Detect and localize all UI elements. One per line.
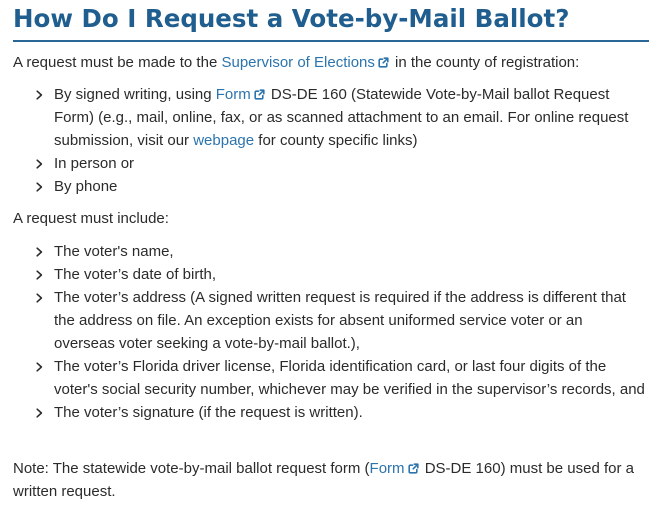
form-link-text: Form bbox=[215, 86, 251, 103]
list-item bbox=[36, 152, 646, 175]
chevron-right-icon bbox=[36, 286, 46, 309]
chevron-right-icon bbox=[36, 263, 46, 286]
note-paragraph bbox=[13, 457, 653, 503]
include-text: The voter’s address (A signed written request is required if the address is different that the address on file. An exception exists for absent uniformed service voter or an overseas voter seeking a vote-by-mail ballot.), bbox=[54, 289, 626, 352]
method-text-after: for county specific links) bbox=[254, 132, 418, 149]
external-link-icon bbox=[408, 462, 419, 473]
supervisor-of-elections-link-text: Supervisor of Elections bbox=[221, 54, 375, 71]
chevron-right-icon bbox=[36, 401, 46, 424]
chevron-right-icon bbox=[36, 83, 46, 106]
method-by-phone: By phone bbox=[54, 178, 118, 195]
external-link-icon bbox=[378, 56, 389, 67]
include-text: The voter’s Florida driver license, Florida identification card, or last four digits of the voter's social security number, whichever may be verified in the supervisor’s records, and bbox=[54, 358, 645, 398]
request-methods-list bbox=[36, 83, 646, 198]
method-text-before: By signed writing, using bbox=[54, 86, 216, 103]
chevron-right-icon bbox=[36, 175, 46, 198]
include-text: The voter’s date of birth, bbox=[54, 266, 217, 283]
list-item bbox=[36, 355, 646, 401]
note-text-before: Note: The statewide vote-by-mail ballot request form ( bbox=[13, 460, 370, 477]
request-includes-list bbox=[36, 240, 646, 424]
list-item bbox=[36, 263, 646, 286]
method-in-person: In person or bbox=[54, 155, 135, 172]
list-item bbox=[36, 286, 646, 355]
include-text: The voter’s signature (if the request is written). bbox=[54, 404, 363, 421]
form-link[interactable] bbox=[216, 86, 267, 103]
list-item bbox=[36, 240, 646, 263]
page-title: How Do I Request a Vote-by-Mail Ballot? bbox=[13, 4, 570, 33]
external-link-icon bbox=[254, 88, 265, 99]
list-item bbox=[36, 401, 646, 424]
note-text-after: DS-DE 160) must be used for a written request. bbox=[13, 460, 634, 500]
title-underline bbox=[13, 40, 649, 42]
include-text: The voter's name, bbox=[54, 243, 174, 260]
include-heading: A request must include: bbox=[13, 210, 169, 227]
chevron-right-icon bbox=[36, 152, 46, 175]
supervisor-of-elections-link[interactable] bbox=[221, 54, 390, 71]
list-item bbox=[36, 175, 646, 198]
note-form-link-text: Form bbox=[369, 460, 405, 477]
intro-text-before: A request must be made to the bbox=[13, 54, 222, 71]
chevron-right-icon bbox=[36, 240, 46, 263]
webpage-link[interactable]: webpage bbox=[193, 132, 255, 149]
note-form-link[interactable] bbox=[370, 460, 421, 477]
list-item bbox=[36, 83, 646, 152]
intro-paragraph bbox=[13, 51, 653, 74]
chevron-right-icon bbox=[36, 355, 46, 378]
intro-text-after: in the county of registration: bbox=[390, 54, 580, 71]
method-text-middle: DS-DE 160 (Statewide Vote-by-Mail ballot Request Form) (e.g., mail, online, fax, or as scanned attachment to an email. For online request submission, visit our bbox=[54, 86, 629, 149]
